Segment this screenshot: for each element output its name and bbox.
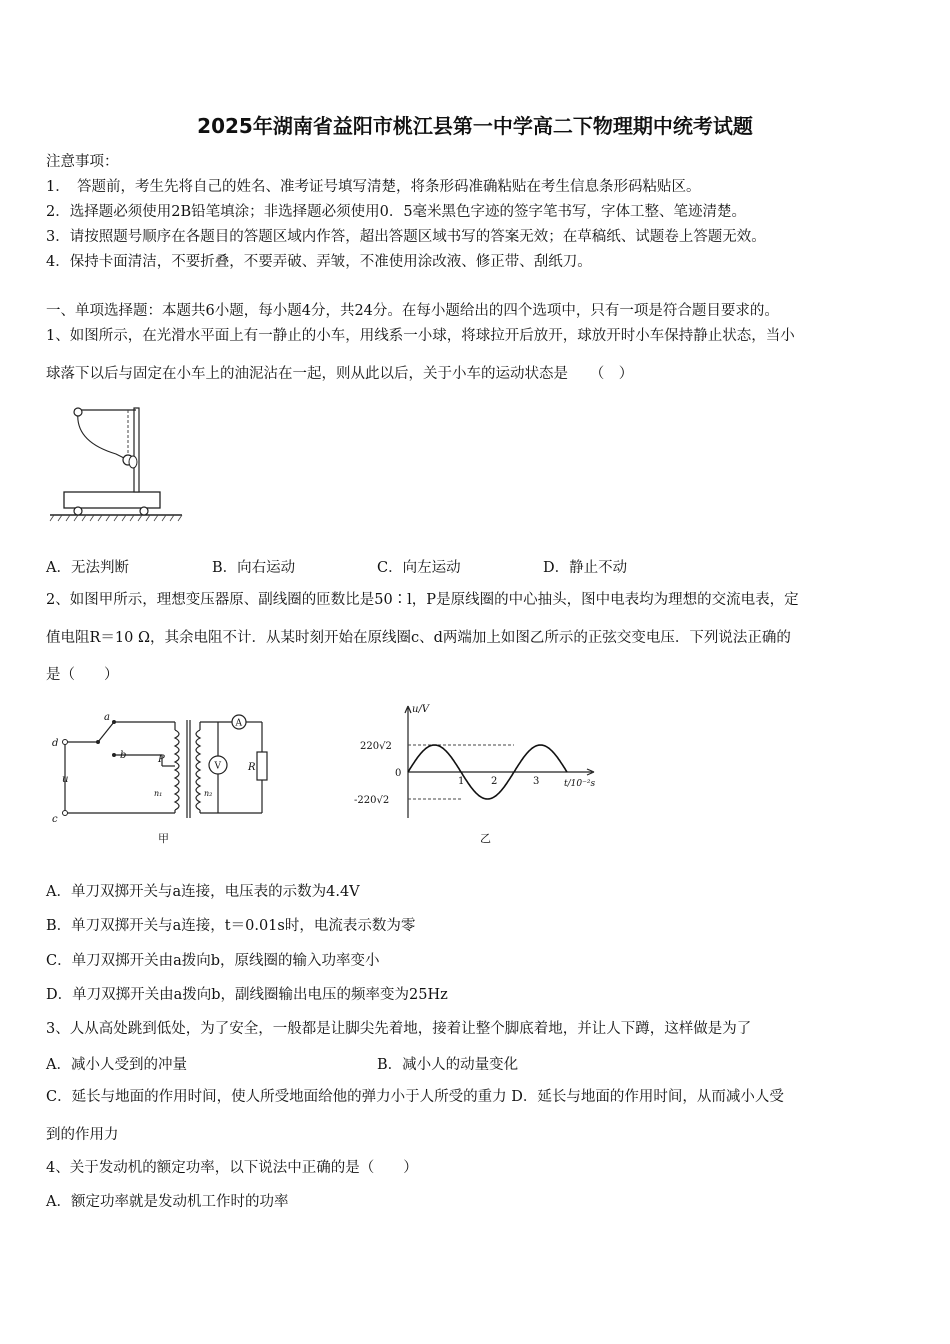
q2-option-c[interactable]: C．单刀双掷开关由a拨向b，原线圈的输入功率变小 xyxy=(46,953,380,969)
q1-option-c[interactable]: C．向左运动 xyxy=(377,560,461,576)
page-title: 2025年湖南省益阳市桃江县第一中学高二下物理期中统考试题 xyxy=(197,114,753,138)
label-c: c xyxy=(52,814,58,825)
q3-option-cd-line1[interactable]: C．延长与地面的作用时间，使人所受地面给他的弹力小于人所受的重力 D．延长与地面的作用时间，从而减小人受 xyxy=(46,1089,784,1105)
notice-item-2: 2．选择题必须使用2B铅笔填涂；非选择题必须使用0．5毫米黑色字迹的签字笔书写，字体工整、笔迹清楚。 xyxy=(46,204,747,220)
x-tick-1: 1 xyxy=(458,776,465,787)
y-axis-label: u/V xyxy=(412,704,430,715)
x-tick-2: 2 xyxy=(491,776,498,787)
q4-stem: 4、关于发动机的额定功率，以下说法中正确的是（ ） xyxy=(46,1160,418,1176)
label-d: d xyxy=(52,738,59,749)
figure-a-caption: 甲 xyxy=(158,832,169,845)
q3-stem: 3、人从高处跳到低处，为了安全，一般都是让脚尖先着地，接着让整个脚底着地，并让人下蹲，这样做是为了 xyxy=(46,1021,752,1037)
label-p: P xyxy=(158,754,165,765)
q2-option-a[interactable]: A．单刀双掷开关与a连接，电压表的示数为4.4V xyxy=(46,884,360,900)
q2-figure-a-transformer-circuit xyxy=(50,700,280,845)
section-heading: 一、单项选择题：本题共6小题，每小题4分，共24分。在每小题给出的四个选项中，只有一项是符合题目要求的。 xyxy=(46,303,779,319)
q3-option-cd-line2[interactable]: 到的作用力 xyxy=(46,1127,119,1143)
q1-option-d[interactable]: D．静止不动 xyxy=(543,560,628,576)
voltmeter-icon: V xyxy=(214,761,221,772)
q3-option-b[interactable]: B．减小人的动量变化 xyxy=(377,1057,519,1073)
q4-option-a[interactable]: A．额定功率就是发动机工作时的功率 xyxy=(46,1194,289,1210)
y-tick-min: -220√2 xyxy=(354,795,390,806)
x-axis-label: t/10⁻²s xyxy=(564,779,596,789)
label-r: R xyxy=(248,762,256,773)
label-n1: n₁ xyxy=(154,789,163,798)
label-n2: n₂ xyxy=(204,789,213,798)
notice-item-3: 3．请按照题号顺序在各题目的答题区域内作答，超出答题区域书写的答案无效；在草稿纸、试题卷上答题无效。 xyxy=(46,229,766,245)
notice-item-4: 4．保持卡面清洁，不要折叠，不要弄破、弄皱，不准使用涂改液、修正带、刮纸刀。 xyxy=(46,254,592,270)
notice-item-1: 1． 答题前，考生先将自己的姓名、准考证号填写清楚，将条形码准确粘贴在考生信息条形码粘贴区。 xyxy=(46,179,701,195)
x-tick-3: 3 xyxy=(533,776,540,787)
q2-option-d[interactable]: D．单刀双掷开关由a拨向b，副线圈输出电压的频率变为25Hz xyxy=(46,987,448,1003)
q1-stem-line1: 1、如图所示，在光滑水平面上有一静止的小车，用线系一小球，将球拉开后放开，球放开时小车保持静止状态，当小 xyxy=(46,328,795,344)
q1-option-a[interactable]: A．无法判断 xyxy=(46,560,129,576)
notice-heading: 注意事项： xyxy=(46,154,119,170)
q2-option-b[interactable]: B．单刀双掷开关与a连接，t＝0.01s时，电流表示数为零 xyxy=(46,918,416,934)
label-u: u xyxy=(62,774,69,785)
ammeter-icon: A xyxy=(235,718,242,729)
q2-figure-b-voltage-graph xyxy=(352,700,612,845)
q2-stem-line1: 2、如图甲所示，理想变压器原、副线圈的匝数比是50∶l，P是原线圈的中心抽头，图中电表均为理想的交流电表，定 xyxy=(46,592,799,608)
label-b: b xyxy=(120,750,127,761)
q1-option-b[interactable]: B．向右运动 xyxy=(212,560,296,576)
figure-b-caption: 乙 xyxy=(480,832,491,845)
y-tick-max: 220√2 xyxy=(360,741,392,752)
q1-stem-line2: 球落下以后与固定在小车上的油泥沾在一起，则从此以后，关于小车的运动状态是 （ ） xyxy=(46,366,634,382)
label-a: a xyxy=(104,712,110,723)
q3-option-a[interactable]: A．减小人受到的冲量 xyxy=(46,1057,187,1073)
y-tick-zero: 0 xyxy=(395,768,402,779)
q2-stem-line2: 值电阻R＝10 Ω，其余电阻不计．从某时刻开始在原线圈c、d两端加上如图乙所示的正弦交变电压．下列说法正确的 xyxy=(46,630,791,646)
q1-cart-figure xyxy=(46,400,186,522)
q2-stem-line3: 是（ ） xyxy=(46,667,119,683)
